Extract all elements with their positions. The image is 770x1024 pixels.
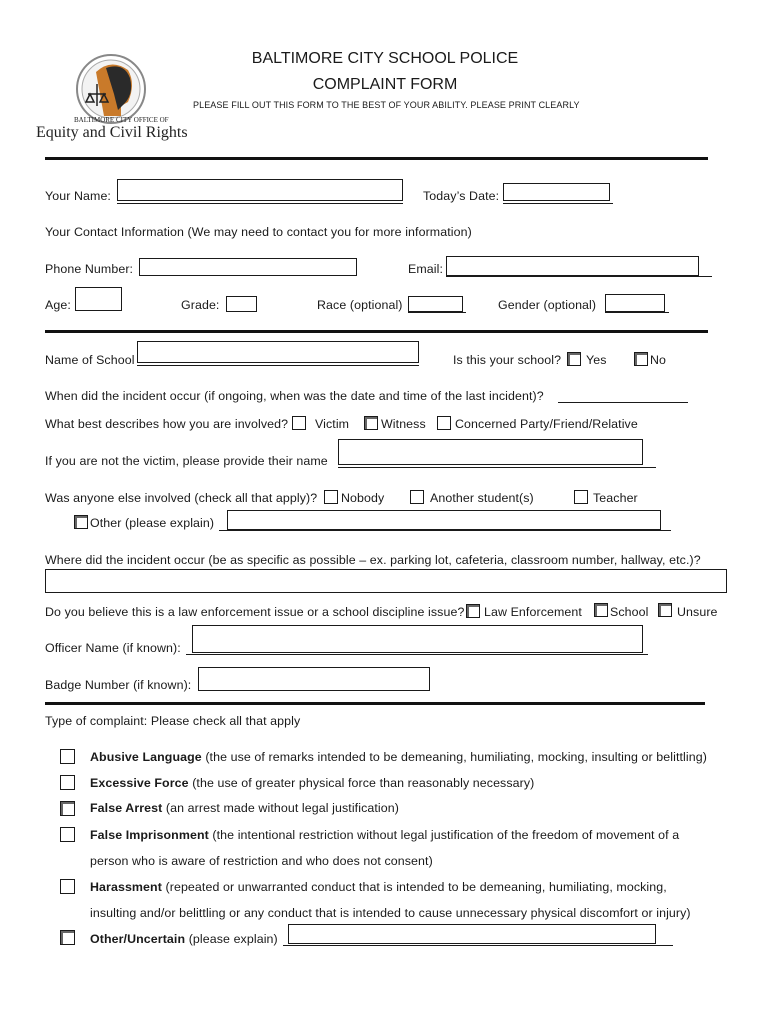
harassment-desc-line2: insulting and/or belittling or any conduct that is intended to cause unnecessary physical discomfort or injury) bbox=[90, 906, 691, 920]
office-logo bbox=[36, 54, 196, 146]
complaint-desc: (please explain) bbox=[188, 932, 278, 946]
form-title-line2: COMPLAINT FORM bbox=[312, 76, 458, 93]
other-involved-checkbox[interactable] bbox=[74, 515, 88, 529]
another-student-label: Another student(s) bbox=[430, 491, 534, 505]
concerned-party-label: Concerned Party/Friend/Relative bbox=[455, 417, 638, 431]
officer-name-field[interactable] bbox=[192, 625, 643, 653]
email-underline bbox=[446, 276, 712, 277]
logo-org-line: BALTIMORE CITY OFFICE OF bbox=[74, 116, 169, 124]
school-label: School bbox=[610, 605, 649, 619]
grade-field[interactable] bbox=[226, 296, 257, 312]
victim-name-field[interactable] bbox=[338, 439, 643, 465]
school-name-field[interactable] bbox=[137, 341, 419, 363]
other-involved-underline bbox=[219, 530, 671, 531]
divider-bottom bbox=[45, 702, 705, 705]
your-name-field[interactable] bbox=[117, 179, 403, 201]
age-field[interactable] bbox=[75, 287, 122, 311]
school-name-label: Name of School bbox=[45, 353, 135, 367]
phone-field[interactable] bbox=[139, 258, 357, 276]
type-of-complaint-label: Type of complaint: Please check all that apply bbox=[45, 714, 301, 728]
false-imprisonment-desc-line2: person who is aware of restriction and who does not consent) bbox=[90, 854, 433, 868]
complaint-desc: (repeated or unwarranted conduct that is intended to be demeaning, humiliating, mocking, bbox=[165, 880, 667, 894]
teacher-checkbox[interactable] bbox=[574, 490, 588, 504]
officer-name-label: Officer Name (if known): bbox=[45, 641, 181, 655]
when-incident-label: When did the incident occur (if ongoing, when was the date and time of the last incident)? bbox=[45, 389, 544, 403]
email-label: Email: bbox=[408, 262, 444, 276]
how-involved-label: What best describes how you are involved? bbox=[45, 417, 289, 431]
other-uncertain-checkbox[interactable] bbox=[60, 930, 75, 945]
gender-label: Gender (optional) bbox=[498, 298, 597, 312]
nobody-checkbox[interactable] bbox=[324, 490, 338, 504]
race-label: Race (optional) bbox=[317, 298, 403, 312]
victim-label: Victim bbox=[315, 417, 350, 431]
complaint-term: False Arrest bbox=[90, 801, 163, 815]
yes-checkbox[interactable] bbox=[567, 352, 581, 366]
nobody-label: Nobody bbox=[341, 491, 385, 505]
badge-number-label: Badge Number (if known): bbox=[45, 678, 192, 692]
complaint-desc: (an arrest made without legal justification) bbox=[165, 801, 399, 815]
false-arrest-checkbox[interactable] bbox=[60, 801, 75, 816]
complaint-term: Excessive Force bbox=[90, 776, 189, 790]
complaint-desc: (the use of remarks intended to be demeaning, humiliating, mocking, insulting or belittling) bbox=[205, 750, 707, 764]
witness-label: Witness bbox=[381, 417, 426, 431]
gender-field[interactable] bbox=[605, 294, 665, 312]
school-name-underline bbox=[137, 365, 419, 366]
complaint-term: Harassment bbox=[90, 880, 162, 894]
not-victim-label: If you are not the victim, please provide their name bbox=[45, 454, 328, 468]
your-name-underline bbox=[117, 203, 403, 204]
false-arrest-item bbox=[90, 801, 399, 815]
harassment-checkbox[interactable] bbox=[60, 879, 75, 894]
contact-info-label: Your Contact Information (We may need to contact you for more information) bbox=[45, 225, 472, 239]
is-your-school-label: Is this your school? bbox=[453, 353, 562, 367]
false-imprisonment-item bbox=[90, 828, 679, 842]
age-label: Age: bbox=[45, 298, 71, 312]
todays-date-label: Today’s Date: bbox=[423, 189, 500, 203]
where-incident-label: Where did the incident occur (be as specific as possible – ex. parking lot, cafeteria, classroom number, hallway, etc.)? bbox=[45, 553, 701, 567]
complaint-term: Abusive Language bbox=[90, 750, 202, 764]
race-field[interactable] bbox=[408, 296, 463, 312]
phone-label: Phone Number: bbox=[45, 262, 134, 276]
excessive-force-checkbox[interactable] bbox=[60, 775, 75, 790]
email-field[interactable] bbox=[446, 256, 699, 276]
complaint-term: Other/Uncertain bbox=[90, 932, 186, 946]
officer-name-underline bbox=[186, 654, 648, 655]
unsure-checkbox[interactable] bbox=[658, 603, 672, 617]
law-enforcement-checkbox[interactable] bbox=[466, 604, 480, 618]
other-uncertain-underline bbox=[283, 945, 673, 946]
abusive-language-checkbox[interactable] bbox=[60, 749, 75, 764]
your-name-label: Your Name: bbox=[45, 189, 111, 203]
unsure-label: Unsure bbox=[677, 605, 718, 619]
no-checkbox[interactable] bbox=[634, 352, 648, 366]
badge-number-field[interactable] bbox=[198, 667, 430, 691]
race-underline bbox=[408, 312, 466, 313]
other-explain-label: Other (please explain) bbox=[90, 516, 215, 530]
harassment-item bbox=[90, 880, 667, 894]
todays-date-underline bbox=[503, 203, 613, 204]
grade-label: Grade: bbox=[181, 298, 220, 312]
abusive-language-item bbox=[90, 750, 707, 764]
complaint-term: False Imprisonment bbox=[90, 828, 209, 842]
divider-middle bbox=[45, 330, 708, 333]
form-instruction: PLEASE FILL OUT THIS FORM TO THE BEST OF YOUR ABILITY. PLEASE PRINT CLEARLY bbox=[193, 100, 580, 110]
other-uncertain-item bbox=[90, 932, 278, 946]
complaint-desc: (the intentional restriction without legal justification of the freedom of movement of a bbox=[212, 828, 680, 842]
teacher-label: Teacher bbox=[593, 491, 638, 505]
gender-underline bbox=[605, 312, 669, 313]
todays-date-field[interactable] bbox=[503, 183, 610, 201]
no-label: No bbox=[650, 353, 667, 367]
victim-name-underline bbox=[338, 467, 656, 468]
yes-label: Yes bbox=[586, 353, 607, 367]
concerned-party-checkbox[interactable] bbox=[437, 416, 451, 430]
school-checkbox[interactable] bbox=[594, 603, 608, 617]
anyone-else-label: Was anyone else involved (check all that apply)? bbox=[45, 491, 318, 505]
where-incident-field[interactable] bbox=[45, 569, 727, 593]
logo-name: Equity and Civil Rights bbox=[36, 124, 188, 141]
another-student-checkbox[interactable] bbox=[410, 490, 424, 504]
complaint-desc: (the use of greater physical force than reasonably necessary) bbox=[192, 776, 535, 790]
seal-icon bbox=[66, 54, 166, 124]
false-imprisonment-checkbox[interactable] bbox=[60, 827, 75, 842]
divider-top bbox=[45, 157, 708, 160]
victim-checkbox[interactable] bbox=[292, 416, 306, 430]
other-involved-field[interactable] bbox=[227, 510, 661, 530]
form-title-line1: BALTIMORE CITY SCHOOL POLICE bbox=[251, 50, 519, 67]
law-or-discipline-label: Do you believe this is a law enforcement issue or a school discipline issue? bbox=[45, 605, 465, 619]
when-incident-field[interactable] bbox=[558, 402, 688, 403]
other-uncertain-field[interactable] bbox=[288, 924, 656, 944]
excessive-force-item bbox=[90, 776, 534, 790]
witness-checkbox[interactable] bbox=[364, 416, 378, 430]
law-enforcement-label: Law Enforcement bbox=[484, 605, 582, 619]
